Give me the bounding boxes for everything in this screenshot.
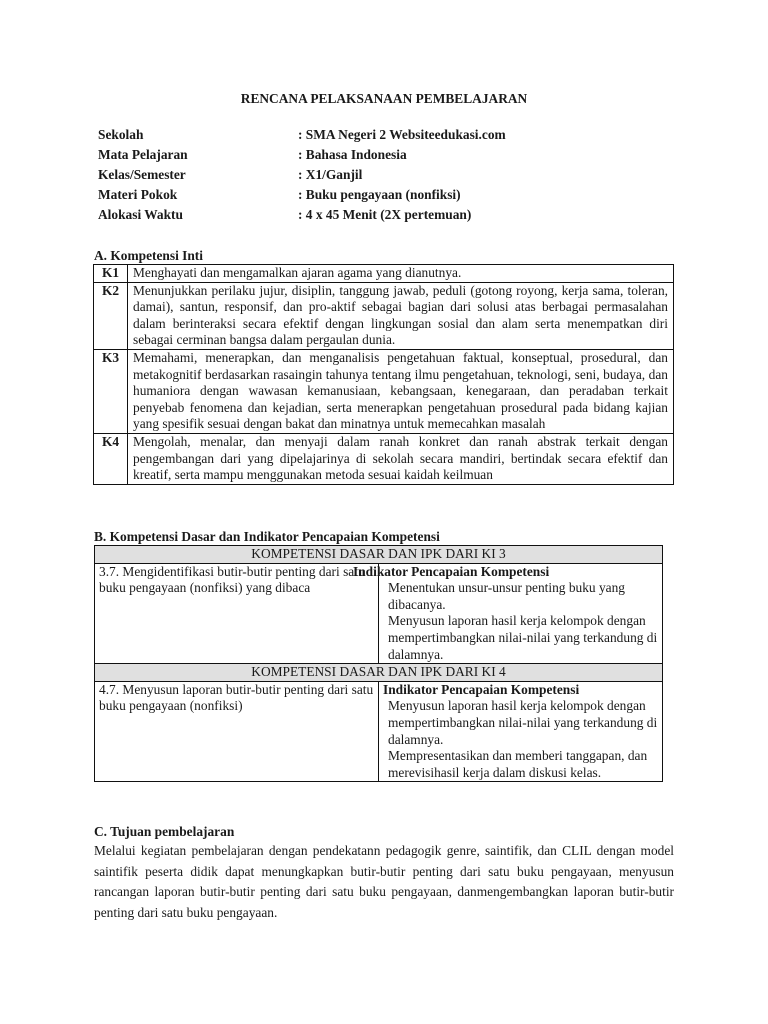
section-a-title: A. Kompetensi Inti	[94, 248, 203, 263]
meta-label: Sekolah	[98, 127, 144, 142]
meta-label: Mata Pelajaran	[98, 147, 188, 162]
section-c-title: C. Tujuan pembelajaran	[94, 824, 235, 839]
table-row	[94, 349, 674, 433]
meta-value: : SMA Negeri 2 Websiteedukasi.com	[298, 127, 506, 142]
kompetensi-inti-table	[93, 264, 674, 485]
table-row	[95, 681, 663, 782]
ipk-item: Menyusun laporan hasil kerja kelompok dengan mempertimbangkan nilai-nilai yang terkandung di dalamnya.	[388, 698, 658, 747]
identity-block	[98, 127, 506, 227]
meta-label: Alokasi Waktu	[98, 207, 183, 222]
ipk-cell	[379, 681, 663, 782]
meta-row-class	[98, 167, 506, 187]
table-row	[95, 563, 663, 664]
ki-text: Mengolah, menalar, dan menyaji dalam ranah konkret dan ranah abstrak terkait dengan pengembangan dari yang dipelajarinya di sekolah secara mandiri, bertindak secara efektif dan kreatif, serta mampu menggunakan metoda sesuai kaidah keilmuan	[128, 433, 674, 484]
meta-row-school	[98, 127, 506, 147]
ki-code: K3	[94, 349, 128, 433]
ipk-title-wrap	[353, 563, 658, 581]
kd-header: KOMPETENSI DASAR DAN IPK DARI KI 3	[95, 546, 663, 564]
meta-row-subject	[98, 147, 506, 167]
meta-value: : 4 x 45 Menit (2X pertemuan)	[298, 207, 472, 222]
ki-code: K1	[94, 265, 128, 283]
section-b-title: B. Kompetensi Dasar dan Indikator Pencapaian Kompetensi	[94, 529, 440, 544]
ipk-title: Indikator Pencapaian Kompetensi	[383, 681, 580, 697]
meta-label: Materi Pokok	[98, 187, 178, 202]
tujuan-text: Melalui kegiatan pembelajaran dengan pendekatann pedagogik genre, saintifik, dan CLIL dengan model saintifik peserta didik dapat menungkapkan butir-butir penting dari satu buku pengayaan, menyusun rancangan laporan butir-butir penting dari satu buku pengayaan, danmengembangkan laporan butir-butir penting dari satu buku pengayaan.	[94, 843, 674, 920]
meta-value: : Bahasa Indonesia	[298, 147, 407, 162]
ki-code: K2	[94, 282, 128, 349]
kd-header: KOMPETENSI DASAR DAN IPK DARI KI 4	[95, 664, 663, 682]
table-row	[95, 546, 663, 564]
ipk-item: Menentukan unsur-unsur penting buku yang dibacanya.	[388, 580, 626, 612]
table-row	[94, 433, 674, 484]
meta-row-time	[98, 207, 506, 227]
meta-label: Kelas/Semester	[98, 167, 186, 182]
ipk-title: Indikator Pencapaian Kompetensi	[353, 563, 550, 579]
meta-value: : X1/Ganjil	[298, 167, 363, 182]
ki-text: Menunjukkan perilaku jujur, disiplin, tanggung jawab, peduli (gotong royong, kerja sama, toleran, damai), santun, responsif, dan pro-aktif sebagai bagian dari solusi atas berbagai permasalahan dalam berinteraksi secara efektif dengan lingkungan sosial dan alam serta menempatkan diri sebagai cerminan bangsa dalam pergaulan dunia.	[128, 282, 674, 349]
ipk-item: Mempresentasikan dan memberi tanggapan, dan merevisihasil kerja dalam diskusi kelas.	[388, 748, 648, 780]
ki-text: Memahami, menerapkan, dan menganalisis pengetahuan faktual, konseptual, prosedural, dan metakognitif berdasarkan rasaingin tahunya tentang ilmu pengetahuan, teknologi, seni, budaya, dan humaniora dengan wawasan kemanusiaan, kebangsaan, kenegaraan, dan peradaban terkait penyebab fenomena dan kejadian, serta menerapkan pengetahuan prosedural pada bidang kajian yang spesifik sesuai dengan bakat dan minatnya untuk memecahkan masalah	[128, 349, 674, 433]
tujuan-paragraph	[94, 841, 674, 923]
table-row	[94, 265, 674, 283]
kompetensi-dasar-table	[94, 545, 663, 782]
table-row	[94, 282, 674, 349]
document-title: RENCANA PELAKSANAAN PEMBELAJARAN	[240, 91, 528, 106]
meta-value: : Buku pengayaan (nonfiksi)	[298, 187, 461, 202]
ki-code: K4	[94, 433, 128, 484]
ipk-item: Menyusun laporan hasil kerja kelompok dengan mempertimbangkan nilai-nilai yang terkandung di dalamnya.	[388, 613, 658, 662]
kd-text: 3.7. Mengidentifikasi butir-butir penting dari satu buku pengayaan (nonfiksi) yang dibaca	[95, 563, 379, 664]
ipk-cell	[353, 563, 663, 664]
ki-text: Menghayati dan mengamalkan ajaran agama yang dianutnya.	[128, 265, 674, 283]
kd-text: 4.7. Menyusun laporan butir-butir penting dari satu buku pengayaan (nonfiksi)	[95, 681, 379, 782]
meta-row-topic	[98, 187, 506, 207]
table-row	[95, 664, 663, 682]
